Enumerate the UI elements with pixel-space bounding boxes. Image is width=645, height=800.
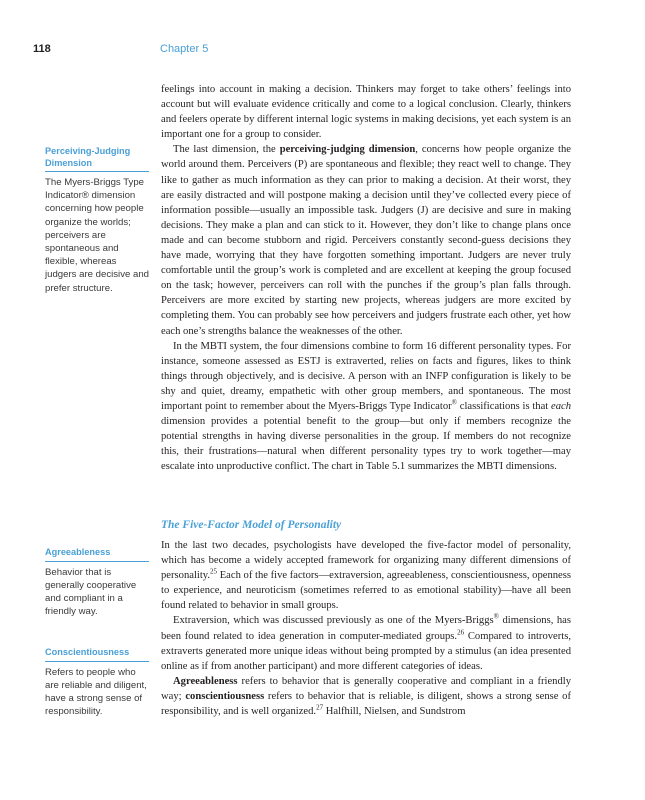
footnote-ref: 26 [457,628,465,637]
text-run: , concerns how people organize the world around them. Perceivers (P) are spontaneous and flexible; they react well to change. They like to gather as much information as they can prior to making a decision. At their worst, they are easily distracted and will postpone making a decision until they’ve collected every piece of information possible—usually an impossible task. Judgers (J) are decisive and sure in making decisions. They make a plan and can stick to it. However, they don’t like to change plans once made and can become stubborn and rigid. Perceivers constantly second-guess decisions they have made, worrying that they have forgotten something important. Judgers are never truly comfortable until the group’s work is completed and are excellent at keeping the group focused on the task; however, perceivers can roll with the punches if the group’s plan falls through. Perceivers are more excited by starting new projects, whereas judgers are more excited by completing them. You can probably see how perceivers and judgers frustrate each other, yet how each one’s strengths balance the weaknesses of the other. [161,144,571,337]
text-run: refers to behavior that is generally cooperative and compliant in a friendly way; [161,675,571,702]
paragraph [161,538,571,613]
text-run: refers to behavior that is reliable, is diligent, shows a strong sense of responsibility, and is well organized. [161,690,571,718]
text-run: In the MBTI system, the four dimensions combine to form 16 different personality types. For instance, someone assessed as ESTJ is extraverted, relies on facts and figures, likes to think things through objectively, and is decisive. A person with an INFP configuration is likely to be shy and quiet, dreamy, empathetic with other group members, and spontaneous. The most important point to remember about the Myers-Briggs Type Indicator [161,340,571,412]
footnote-ref: 27 [316,703,324,712]
paragraph [161,339,571,475]
registered-mark: ® [493,612,499,621]
key-term: Agreeableness [173,675,238,687]
margin-note-perceiving-judging [45,146,149,295]
registered-mark: ® [451,398,457,407]
margin-note-definition: The Myers-Briggs Type Indicator® dimension concerning how people organize the worlds; perceivers are spontaneous and flexible, whereas judgers are decisive and prefer structure. [45,177,149,294]
section-heading: The Five-Factor Model of Personality [161,519,342,531]
margin-note-definition: Behavior that is generally cooperative and compliant in a friendly way. [45,566,137,618]
key-term: perceiving-judging dimension [279,144,416,156]
page-header [0,43,645,59]
text-run: classifications is that [456,400,552,412]
text-run: Halfhill, Nielsen, and Sundstrom [323,706,466,718]
margin-note-agreeableness [45,547,149,618]
text-run: dimensions, has been found related to idea generation in computer-mediated groups. [161,615,571,642]
text-run: Compared to introverts, extraverts generated more unique ideas without being prompted by a stimulus (an idea presented online as if from another participant) and more different categories of ideas. [161,630,571,672]
key-term: conscientiousness [185,690,265,702]
footnote-ref: 25 [210,567,218,576]
text-run: The last dimension, the [173,144,280,156]
margin-note-conscientiousness [45,647,149,718]
paragraph [161,613,571,673]
text-run: Each of the five factors—extraversion, agreeableness, conscientiousness, openness to experience, and neuroticism (sometimes referred to as emotional stability)—have all been found related to behavior in small groups. [161,570,571,612]
margin-note-term: Conscientiousness [45,647,149,662]
text-run: dimension provides a potential benefit to the group—but only if members recognize the potential strengths in having diverse personalities in the group. If members do not recognize this, their frustrations—natural when different personality types try to work together—may escalate into unproductive conflict. The chart in Table 5.1 summarizes the MBTI dimensions. [161,416,571,473]
text-run: Extraversion, which was discussed previously as one of the Myers-Briggs [173,615,494,627]
margin-note-term: Agreeableness [45,547,149,562]
body-text-upper [161,82,571,474]
margin-note-definition: Refers to people who are reliable and diligent, have a strong sense of responsibility. [45,666,147,718]
body-text-lower [161,538,571,719]
paragraph: feelings into account in making a decision. Thinkers may forget to take others’ feelings into account but will evaluate evidence critically and come to a logical conclusion. Clearly, thinkers and feelers operate by different internal logic systems in making decisions, yet each system is an important one for a group to consider. [161,84,571,141]
paragraph [161,142,571,338]
paragraph [161,674,571,719]
chapter-label: Chapter 5 [160,43,209,55]
page-number: 118 [33,43,51,55]
margin-note-term: Perceiving-Judging Dimension [45,146,149,172]
emphasis: each [551,400,572,412]
text-run: In the last two decades, psychologists have developed the five-factor model of personality, which has become a widely accepted framework for organizing many different dimensions of personality. [161,540,571,582]
